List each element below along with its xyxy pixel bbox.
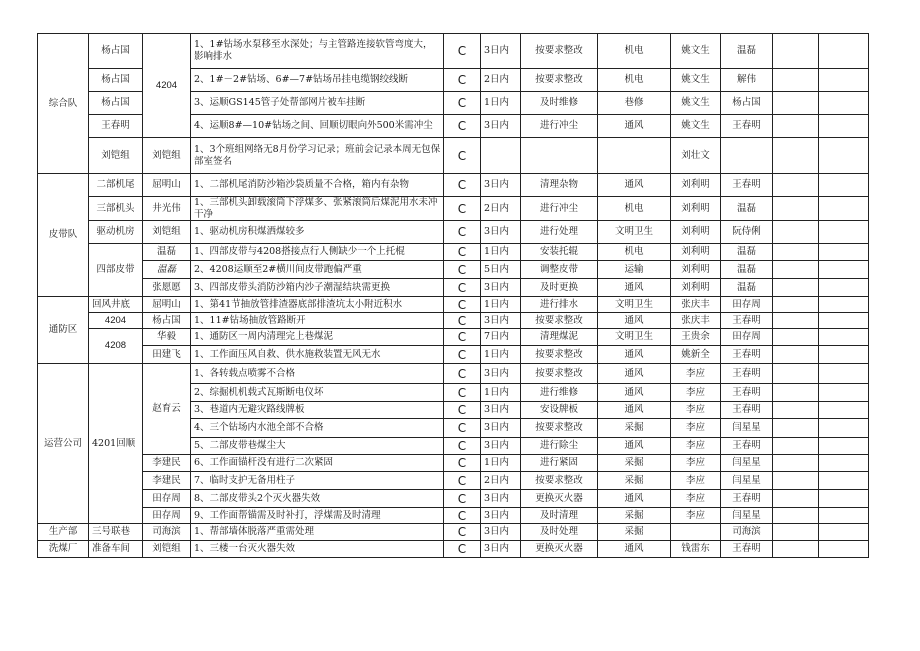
table-cell	[720, 137, 773, 174]
table-cell: 李应	[670, 454, 721, 472]
table-cell: C	[443, 418, 481, 438]
table-cell: 王春明	[720, 312, 773, 329]
table-cell: C	[443, 489, 481, 508]
table-cell: 采掘	[597, 418, 671, 438]
table-cell: 二部机尾	[88, 173, 143, 197]
table-cell: 1日内	[480, 296, 521, 313]
table-cell: 2、综掘机机载式瓦斯断电仪坏	[190, 383, 444, 402]
table-cell: 李应	[670, 507, 721, 524]
table-cell: 通风	[597, 363, 671, 384]
table-cell: 李应	[670, 471, 721, 490]
table-cell: C	[443, 471, 481, 490]
table-cell: 进行除尘	[520, 437, 598, 455]
table-cell: 1、三楼一台灭火器失效	[190, 540, 444, 558]
table-cell	[772, 196, 819, 221]
table-cell: 1、第41节抽放管排渣器底部排渣坑太小附近积水	[190, 296, 444, 313]
table-cell: 采掘	[597, 523, 671, 541]
table-cell: 3、巷道内无避灾路线牌板	[190, 401, 444, 419]
table-cell: 3日内	[480, 312, 521, 329]
table-cell: 张庆丰	[670, 296, 721, 313]
table-cell	[818, 454, 869, 472]
table-cell: 机电	[597, 68, 671, 92]
table-cell: C	[443, 540, 481, 558]
table-cell: 杨占国	[88, 33, 143, 69]
table-cell	[772, 137, 819, 174]
table-cell: 王春明	[88, 114, 143, 138]
table-cell: 生产部	[37, 523, 89, 541]
table-cell: 1、三部机头卸载滚筒下浮煤多、张紧滚筒后煤泥用水未冲干净	[190, 196, 444, 221]
table-cell: 刘铠组	[142, 220, 191, 244]
table-cell: C	[443, 114, 481, 138]
table-cell: 文明卫生	[597, 296, 671, 313]
table-cell: 刘铠组	[142, 540, 191, 558]
table-cell	[772, 540, 819, 558]
table-cell: 三号联巷	[88, 523, 143, 541]
table-cell: 1、11#钻场抽放管路断开	[190, 312, 444, 329]
table-cell: 文明卫生	[597, 328, 671, 346]
table-cell: 1日内	[480, 91, 521, 115]
table-cell: 李应	[670, 489, 721, 508]
table-cell	[818, 437, 869, 455]
table-cell: 李建民	[142, 454, 191, 472]
table-cell: 田存周	[720, 328, 773, 346]
table-cell: 1、驱动机房积煤洒煤较多	[190, 220, 444, 244]
table-cell: 综合队	[37, 33, 89, 174]
table-cell: 田存周	[142, 507, 191, 524]
table-cell	[818, 418, 869, 438]
table-cell: 李应	[670, 401, 721, 419]
table-cell	[772, 296, 819, 313]
table-cell: 王春明	[720, 345, 773, 364]
table-cell	[772, 91, 819, 115]
table-cell: 王春明	[720, 114, 773, 138]
table-cell	[772, 68, 819, 92]
table-cell: 回风井底	[88, 296, 143, 313]
table-cell: 华毅	[142, 328, 191, 346]
table-cell: 王春明	[720, 363, 773, 384]
table-cell	[772, 383, 819, 402]
table-cell	[772, 328, 819, 346]
table-cell: 刘铠组	[88, 137, 143, 174]
table-cell	[818, 312, 869, 329]
table-cell: 及时清理	[520, 507, 598, 524]
table-cell: 机电	[597, 243, 671, 261]
table-cell: 四部皮带	[88, 243, 143, 297]
table-cell	[818, 507, 869, 524]
table-cell	[520, 137, 598, 174]
table-cell: 按要求整改	[520, 471, 598, 490]
table-cell: C	[443, 33, 481, 69]
table-cell: 姚文生	[670, 91, 721, 115]
table-cell: 采掘	[597, 471, 671, 490]
table-cell	[772, 114, 819, 138]
table-cell: 杨占国	[88, 91, 143, 115]
table-cell: 5、二部皮带巷煤尘大	[190, 437, 444, 455]
table-cell: 刘利明	[670, 278, 721, 297]
table-cell: 温磊	[142, 260, 191, 279]
table-cell: 2日内	[480, 68, 521, 92]
table-cell: 田存周	[142, 489, 191, 508]
table-cell	[818, 33, 869, 69]
table-cell: 刘利明	[670, 220, 721, 244]
table-cell: 通防区	[37, 296, 89, 364]
table-cell: 洗煤厂	[37, 540, 89, 558]
table-cell: 通风	[597, 114, 671, 138]
table-cell: 安设牌板	[520, 401, 598, 419]
table-cell: 按要求整改	[520, 312, 598, 329]
table-cell: 王春明	[720, 401, 773, 419]
table-cell	[818, 260, 869, 279]
table-cell: 李应	[670, 363, 721, 384]
table-cell: 7日内	[480, 328, 521, 346]
table-cell: 3日内	[480, 507, 521, 524]
table-cell: C	[443, 437, 481, 455]
table-cell: 3日内	[480, 278, 521, 297]
table-cell	[818, 401, 869, 419]
table-cell: 运输	[597, 260, 671, 279]
table-cell	[818, 91, 869, 115]
table-cell: C	[443, 260, 481, 279]
table-cell: C	[443, 454, 481, 472]
table-cell: 3、运顺GS145管子处帮部网片被车挂断	[190, 91, 444, 115]
table-cell: 进行紧固	[520, 454, 598, 472]
table-cell: 温磊	[720, 260, 773, 279]
table-cell: 3日内	[480, 363, 521, 384]
table-cell: 闫星星	[720, 454, 773, 472]
table-cell: 按要求整改	[520, 345, 598, 364]
table-cell: C	[443, 523, 481, 541]
table-cell	[818, 471, 869, 490]
table-cell: 田建飞	[142, 345, 191, 364]
table-cell: 王春明	[720, 383, 773, 402]
table-cell: 6、工作面锚杆没有进行二次紧固	[190, 454, 444, 472]
table-cell: 3日内	[480, 437, 521, 455]
table-cell: C	[443, 383, 481, 402]
table-cell	[772, 363, 819, 384]
table-cell: C	[443, 363, 481, 384]
table-cell: 4、三个钻场内水池全部不合格	[190, 418, 444, 438]
table-cell: 3日内	[480, 114, 521, 138]
table-cell: 张庆丰	[670, 312, 721, 329]
table-cell: 刘利明	[670, 196, 721, 221]
table-cell	[772, 345, 819, 364]
table-cell	[818, 489, 869, 508]
table-cell	[818, 345, 869, 364]
table-cell: 通风	[597, 278, 671, 297]
table-cell: 按要求整改	[520, 33, 598, 69]
table-cell: C	[443, 173, 481, 197]
table-cell: 进行处理	[520, 220, 598, 244]
table-cell: 李建民	[142, 471, 191, 490]
table-cell: 李应	[670, 418, 721, 438]
table-cell: 按要求整改	[520, 418, 598, 438]
table-cell	[772, 33, 819, 69]
table-cell	[818, 296, 869, 313]
table-cell: 文明卫生	[597, 220, 671, 244]
table-cell	[818, 540, 869, 558]
table-cell: 闫星星	[720, 471, 773, 490]
table-cell: 1、二部机尾消防沙箱沙袋质量不合格，箱内有杂物	[190, 173, 444, 197]
table-cell: 王春明	[720, 173, 773, 197]
table-cell: 1日内	[480, 243, 521, 261]
table-cell	[818, 137, 869, 174]
table-cell: 9、工作面帮锚需及时补打，浮煤需及时清理	[190, 507, 444, 524]
table-cell: 解伟	[720, 68, 773, 92]
table-cell: 1、1#钻场水泵移至水深处；与主管路连接软管弯度大，影响排水	[190, 33, 444, 69]
table-cell: 赵育云	[142, 363, 191, 455]
table-cell: C	[443, 196, 481, 221]
table-cell: 闫星星	[720, 418, 773, 438]
table-cell: 4208	[88, 328, 143, 364]
table-cell: 1、3个班组网络无8月份学习记录；班前会记录本周无包保部室签名	[190, 137, 444, 174]
table-cell: 温磊	[142, 243, 191, 261]
table-cell: 巷修	[597, 91, 671, 115]
table-cell: 通风	[597, 437, 671, 455]
table-cell: 4204	[142, 33, 191, 138]
table-cell	[772, 260, 819, 279]
table-cell: 姚文生	[670, 68, 721, 92]
table-cell: 3日内	[480, 220, 521, 244]
table-cell	[818, 278, 869, 297]
table-cell: C	[443, 137, 481, 174]
table-cell: 准备车间	[88, 540, 143, 558]
table-cell: 温磊	[720, 196, 773, 221]
table-cell: C	[443, 345, 481, 364]
table-cell: C	[443, 507, 481, 524]
table-cell: 王春明	[720, 437, 773, 455]
table-cell	[772, 312, 819, 329]
table-cell: 采掘	[597, 507, 671, 524]
table-cell: 姚文生	[670, 114, 721, 138]
table-cell: 4204	[88, 312, 143, 329]
table-cell	[818, 523, 869, 541]
table-cell: 3日内	[480, 523, 521, 541]
table-cell: 屈明山	[142, 296, 191, 313]
table-cell: 更换灭火器	[520, 540, 598, 558]
table-cell	[772, 220, 819, 244]
table-cell: 清理煤泥	[520, 328, 598, 346]
table-cell: 1日内	[480, 454, 521, 472]
table-cell: 阮侍俐	[720, 220, 773, 244]
table-cell: 李应	[670, 383, 721, 402]
table-cell: 通风	[597, 345, 671, 364]
table-cell: 刘利明	[670, 260, 721, 279]
table-cell: 进行冲尘	[520, 114, 598, 138]
table-cell: 王春明	[720, 540, 773, 558]
table-cell: 运营公司	[37, 363, 89, 524]
table-cell: 2日内	[480, 471, 521, 490]
table-cell	[818, 196, 869, 221]
table-cell: 杨占国	[88, 68, 143, 92]
table-cell: C	[443, 220, 481, 244]
table-cell: 3日内	[480, 173, 521, 197]
table-cell: C	[443, 312, 481, 329]
table-cell: C	[443, 243, 481, 261]
table-cell: 4、运顺8#—10#钻场之间、回顺切眼向外500米需冲尘	[190, 114, 444, 138]
table-cell: 通风	[597, 383, 671, 402]
table-cell: C	[443, 68, 481, 92]
table-cell: 及时维修	[520, 91, 598, 115]
table-cell: C	[443, 296, 481, 313]
table-cell	[480, 137, 521, 174]
table-cell: 温磊	[720, 33, 773, 69]
table-cell: C	[443, 278, 481, 297]
table-cell: 3日内	[480, 489, 521, 508]
table-cell: 刘利明	[670, 243, 721, 261]
table-cell: 钱雷东	[670, 540, 721, 558]
table-cell	[772, 401, 819, 419]
table-cell: 3日内	[480, 33, 521, 69]
table-cell: 按要求整改	[520, 363, 598, 384]
table-cell: 及时处理	[520, 523, 598, 541]
table-cell: 司海滨	[720, 523, 773, 541]
table-cell: 3、四部皮带头消防沙箱内沙子潮湿结块需更换	[190, 278, 444, 297]
table-cell	[818, 328, 869, 346]
table-cell	[818, 173, 869, 197]
table-cell: 5日内	[480, 260, 521, 279]
table-cell: 1、四部皮带与4208搭接点行人侧缺少一个上托棍	[190, 243, 444, 261]
table-cell: 屈明山	[142, 173, 191, 197]
table-cell: C	[443, 328, 481, 346]
table-cell: 进行排水	[520, 296, 598, 313]
table-cell	[772, 507, 819, 524]
table-cell: 1、帮部墙体脱落严重需处理	[190, 523, 444, 541]
table-cell: 李应	[670, 437, 721, 455]
table-cell: 田存周	[720, 296, 773, 313]
table-cell: 及时更换	[520, 278, 598, 297]
table-cell: 2、4208运顺至2#横川间皮带跑偏严重	[190, 260, 444, 279]
table-cell	[772, 489, 819, 508]
table-cell: 4201回顺	[88, 363, 143, 524]
table-cell	[818, 363, 869, 384]
table-cell: 井光伟	[142, 196, 191, 221]
table-cell: 1日内	[480, 345, 521, 364]
table-cell	[772, 454, 819, 472]
table-cell	[818, 68, 869, 92]
table-cell: 杨占国	[142, 312, 191, 329]
table-cell: 8、二部皮带头2个灭火器失效	[190, 489, 444, 508]
table-cell: 3日内	[480, 418, 521, 438]
table-cell: 姚文生	[670, 33, 721, 69]
table-cell: 刘利明	[670, 173, 721, 197]
table-cell: 姚新全	[670, 345, 721, 364]
table-cell: 安装托辊	[520, 243, 598, 261]
table-cell	[772, 418, 819, 438]
table-cell	[670, 523, 721, 541]
table-cell	[772, 278, 819, 297]
table-cell: C	[443, 401, 481, 419]
table-cell: 1、工作面压风自救、供水施救装置无风无水	[190, 345, 444, 364]
table-cell: 三部机头	[88, 196, 143, 221]
table-cell	[818, 243, 869, 261]
table-cell: 司海滨	[142, 523, 191, 541]
table-cell: 进行冲尘	[520, 196, 598, 221]
table-cell: 闫星星	[720, 507, 773, 524]
table-cell	[597, 137, 671, 174]
table-cell: 清理杂物	[520, 173, 598, 197]
table-cell: 通风	[597, 173, 671, 197]
table-cell: 机电	[597, 196, 671, 221]
table-cell: 张愿愿	[142, 278, 191, 297]
table-cell	[772, 243, 819, 261]
table-cell: 刘铠组	[142, 137, 191, 174]
table-cell: 1、通防区一周内清理完上巷煤泥	[190, 328, 444, 346]
table-cell: 进行维修	[520, 383, 598, 402]
table-cell	[772, 523, 819, 541]
table-cell: 皮带队	[37, 173, 89, 297]
table-cell: 刘壮文	[670, 137, 721, 174]
table-cell: 王贵余	[670, 328, 721, 346]
table-cell: 1、各转载点喷雾不合格	[190, 363, 444, 384]
table-cell: C	[443, 91, 481, 115]
table-cell: 采掘	[597, 454, 671, 472]
table-cell: 3日内	[480, 540, 521, 558]
table-cell: 杨占国	[720, 91, 773, 115]
table-cell: 通风	[597, 540, 671, 558]
table-cell	[818, 114, 869, 138]
table-cell: 机电	[597, 33, 671, 69]
table-cell: 1日内	[480, 383, 521, 402]
table-cell: 更换灭火器	[520, 489, 598, 508]
table-cell	[818, 220, 869, 244]
table-cell: 通风	[597, 489, 671, 508]
table-cell: 按要求整改	[520, 68, 598, 92]
table-cell: 通风	[597, 312, 671, 329]
table-cell: 7、临时支护无备用柱子	[190, 471, 444, 490]
table-cell	[818, 383, 869, 402]
table-cell: 王春明	[720, 489, 773, 508]
table-cell: 2、1#－2#钻场、6#—7#钻场吊挂电缆钢绞线断	[190, 68, 444, 92]
table-cell	[772, 437, 819, 455]
table-cell: 3日内	[480, 401, 521, 419]
table-cell: 温磊	[720, 243, 773, 261]
table-cell: 驱动机房	[88, 220, 143, 244]
table-cell	[772, 471, 819, 490]
table-cell: 温磊	[720, 278, 773, 297]
table-cell: 2日内	[480, 196, 521, 221]
table-cell	[772, 173, 819, 197]
table-cell: 通风	[597, 401, 671, 419]
table-cell: 调整皮带	[520, 260, 598, 279]
